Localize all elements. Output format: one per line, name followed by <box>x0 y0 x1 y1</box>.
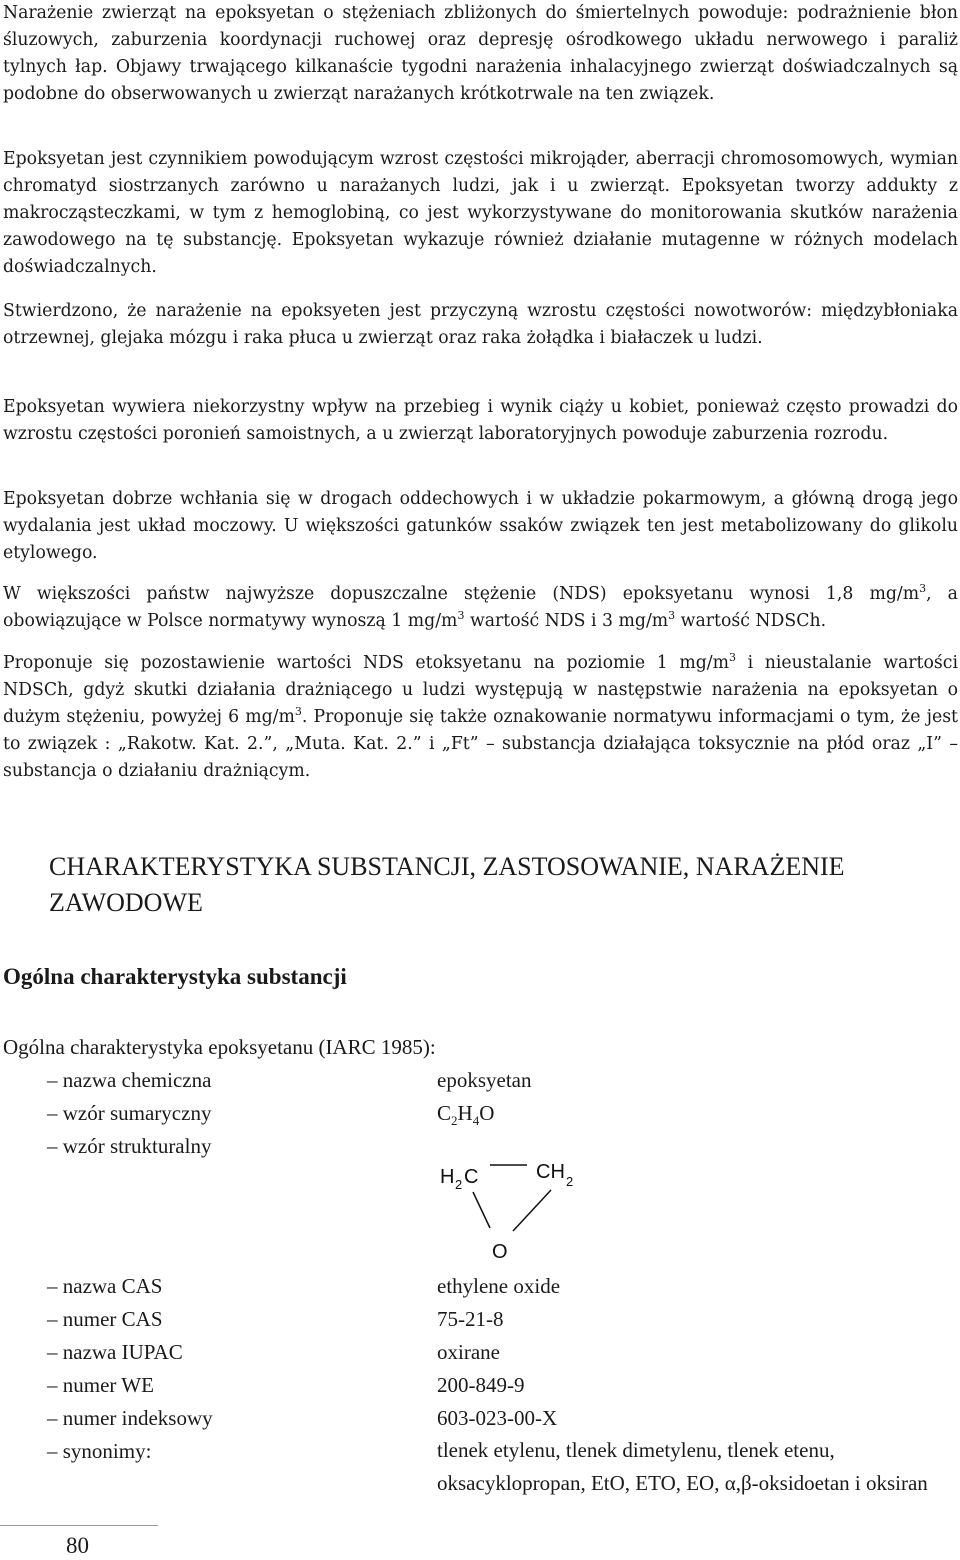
structure-right-sub: 2 <box>566 1174 574 1189</box>
property-value-synonyms: tlenek etylenu, tlenek dimetylenu, tlenek etenu, oksacyklopropan, EtO, ETO, EO, α,β-oksidoetan i oksiran <box>437 1438 928 1495</box>
property-value-index-number: 603-023-00-X <box>437 1406 558 1430</box>
structural-formula-diagram <box>430 1156 600 1266</box>
property-value-ec-number: 200-849-9 <box>437 1373 525 1397</box>
property-label-iupac-name: – nazwa IUPAC <box>47 1340 183 1364</box>
property-label-chemical-name: – nazwa chemiczna <box>47 1068 212 1092</box>
property-label-molecular-formula: – wzór sumaryczny <box>47 1101 212 1125</box>
molecular-formula: $C_2H_4O$ <box>437 1101 495 1129</box>
page-number: 80 <box>66 1533 89 1558</box>
property-label-cas-number: – numer CAS <box>47 1307 163 1331</box>
paragraph-absorption: Epoksyetan dobrze wchłania się w drogach oddechowych i w układzie pokarmowym, a główną drogą jego wydalania jest układ moczowy. U większości gatunków ssaków związek ten jest metabolizowany do glikolu etylowego. <box>3 489 958 563</box>
footer-rule <box>0 1525 158 1526</box>
property-value-chemical-name: epoksyetan <box>437 1068 532 1092</box>
paragraph-proposal: Proponuje się pozostawienie wartości NDS etoksyetanu na poziomie 1 $mg/m^3$ i nieustalanie wartości NDSCh, gdyż skutki działania drażniącego u ludzi występują w następstwie narażenia na epoksyetan o dużym stężeniu, powyżej 6 $mg/m^3$. Proponuje się także oznakowanie normatywu informacjami o tym, że jest to związek : „Rakotw. Kat. 2.”, „Muta. Kat. 2.” i „Ft” – substancja działająca toksycznie na płód oraz „I” – substancja o działaniu drażniącym. <box>3 651 959 781</box>
property-label-index-number: – numer indeksowy <box>47 1406 213 1430</box>
paragraph-animal-exposure: Narażenie zwierząt na epoksyetan o stężeniach zbliżonych do śmiertelnych powoduje: podrażnienie błon śluzowych, zaburzenia koordynacji ruchowej oraz depresję ośrodkowego układu nerwowego i paraliż tylnych łap. Objawy trwającego kilkanaście tygodni narażenia inhalacyjnego zwierząt doświadczalnych są podobne do obserwowanych u zwierząt narażanych krótkotrwale na ten związek. <box>3 3 958 104</box>
section-heading: CHARAKTERYSTYKA SUBSTANCJI, ZASTOSOWANIE, NARAŻENIE ZAWODOWE <box>49 852 845 917</box>
bond-left-carbon-oxygen <box>473 1192 490 1228</box>
structure-left-sub: 2 <box>455 1177 463 1192</box>
property-label-cas-name: – nazwa CAS <box>47 1274 163 1298</box>
paragraph-nds-values: W większości państw najwyższe dopuszczalne stężenie (NDS) epoksyetanu wynosi 1,8 $mg/m^3$, a obowiązujące w Polsce normatywy wynoszą 1 $mg/m^3$ wartość NDS i 3 $mg/m^3$ wartość NDSCh. <box>3 582 958 631</box>
structure-oxygen: O <box>492 1241 508 1263</box>
property-label-synonyms: – synonimy: <box>47 1439 152 1463</box>
structure-left-c: C <box>464 1166 479 1188</box>
characteristics-intro: Ogólna charakterystyka epoksyetanu (IARC 1985): <box>3 1035 436 1059</box>
structure-right-ch: CH <box>536 1161 565 1183</box>
paragraph-carcinogenicity: Stwierdzono, że narażenie na epoksyeten jest przyczyną wzrostu częstości nowotworów: międzybłoniaka otrzewnej, glejaka mózgu i raka płuca u zwierząt oraz raka żołądka i białaczek u ludzi. <box>3 301 958 348</box>
property-label-structural-formula: – wzór strukturalny <box>47 1134 212 1158</box>
paragraph-reproduction: Epoksyetan wywiera niekorzystny wpływ na przebieg i wynik ciąży u kobiet, ponieważ często prowadzi do wzrostu częstości poronień samoistnych, a u zwierząt laboratoryjnych powoduje zaburzenia rozrodu. <box>3 397 958 444</box>
property-label-ec-number: – numer WE <box>47 1373 154 1397</box>
property-value-iupac-name: oxirane <box>437 1340 500 1364</box>
structure-left-h: H <box>440 1166 455 1188</box>
property-value-cas-number: 75-21-8 <box>437 1307 504 1331</box>
property-value-cas-name: ethylene oxide <box>437 1274 561 1298</box>
paragraph-genotoxicity: Epoksyetan jest czynnikiem powodującym wzrost częstości mikrojąder, aberracji chromosomowych, wymian chromatyd siostrzanych zarówno u narażanych ludzi, jak i u zwierząt. Epoksyetan tworzy addukty z makrocząsteczkami, w tym z hemoglobiną, co jest wykorzystywane do monitorowania skutków narażenia zawodowego na tę substancję. Epoksyetan wykazuje również działanie mutagenne w różnych modelach doświadczalnych. <box>3 149 958 277</box>
bond-right-carbon-oxygen <box>513 1190 551 1231</box>
subsection-heading: Ogólna charakterystyka substancji <box>3 964 347 989</box>
